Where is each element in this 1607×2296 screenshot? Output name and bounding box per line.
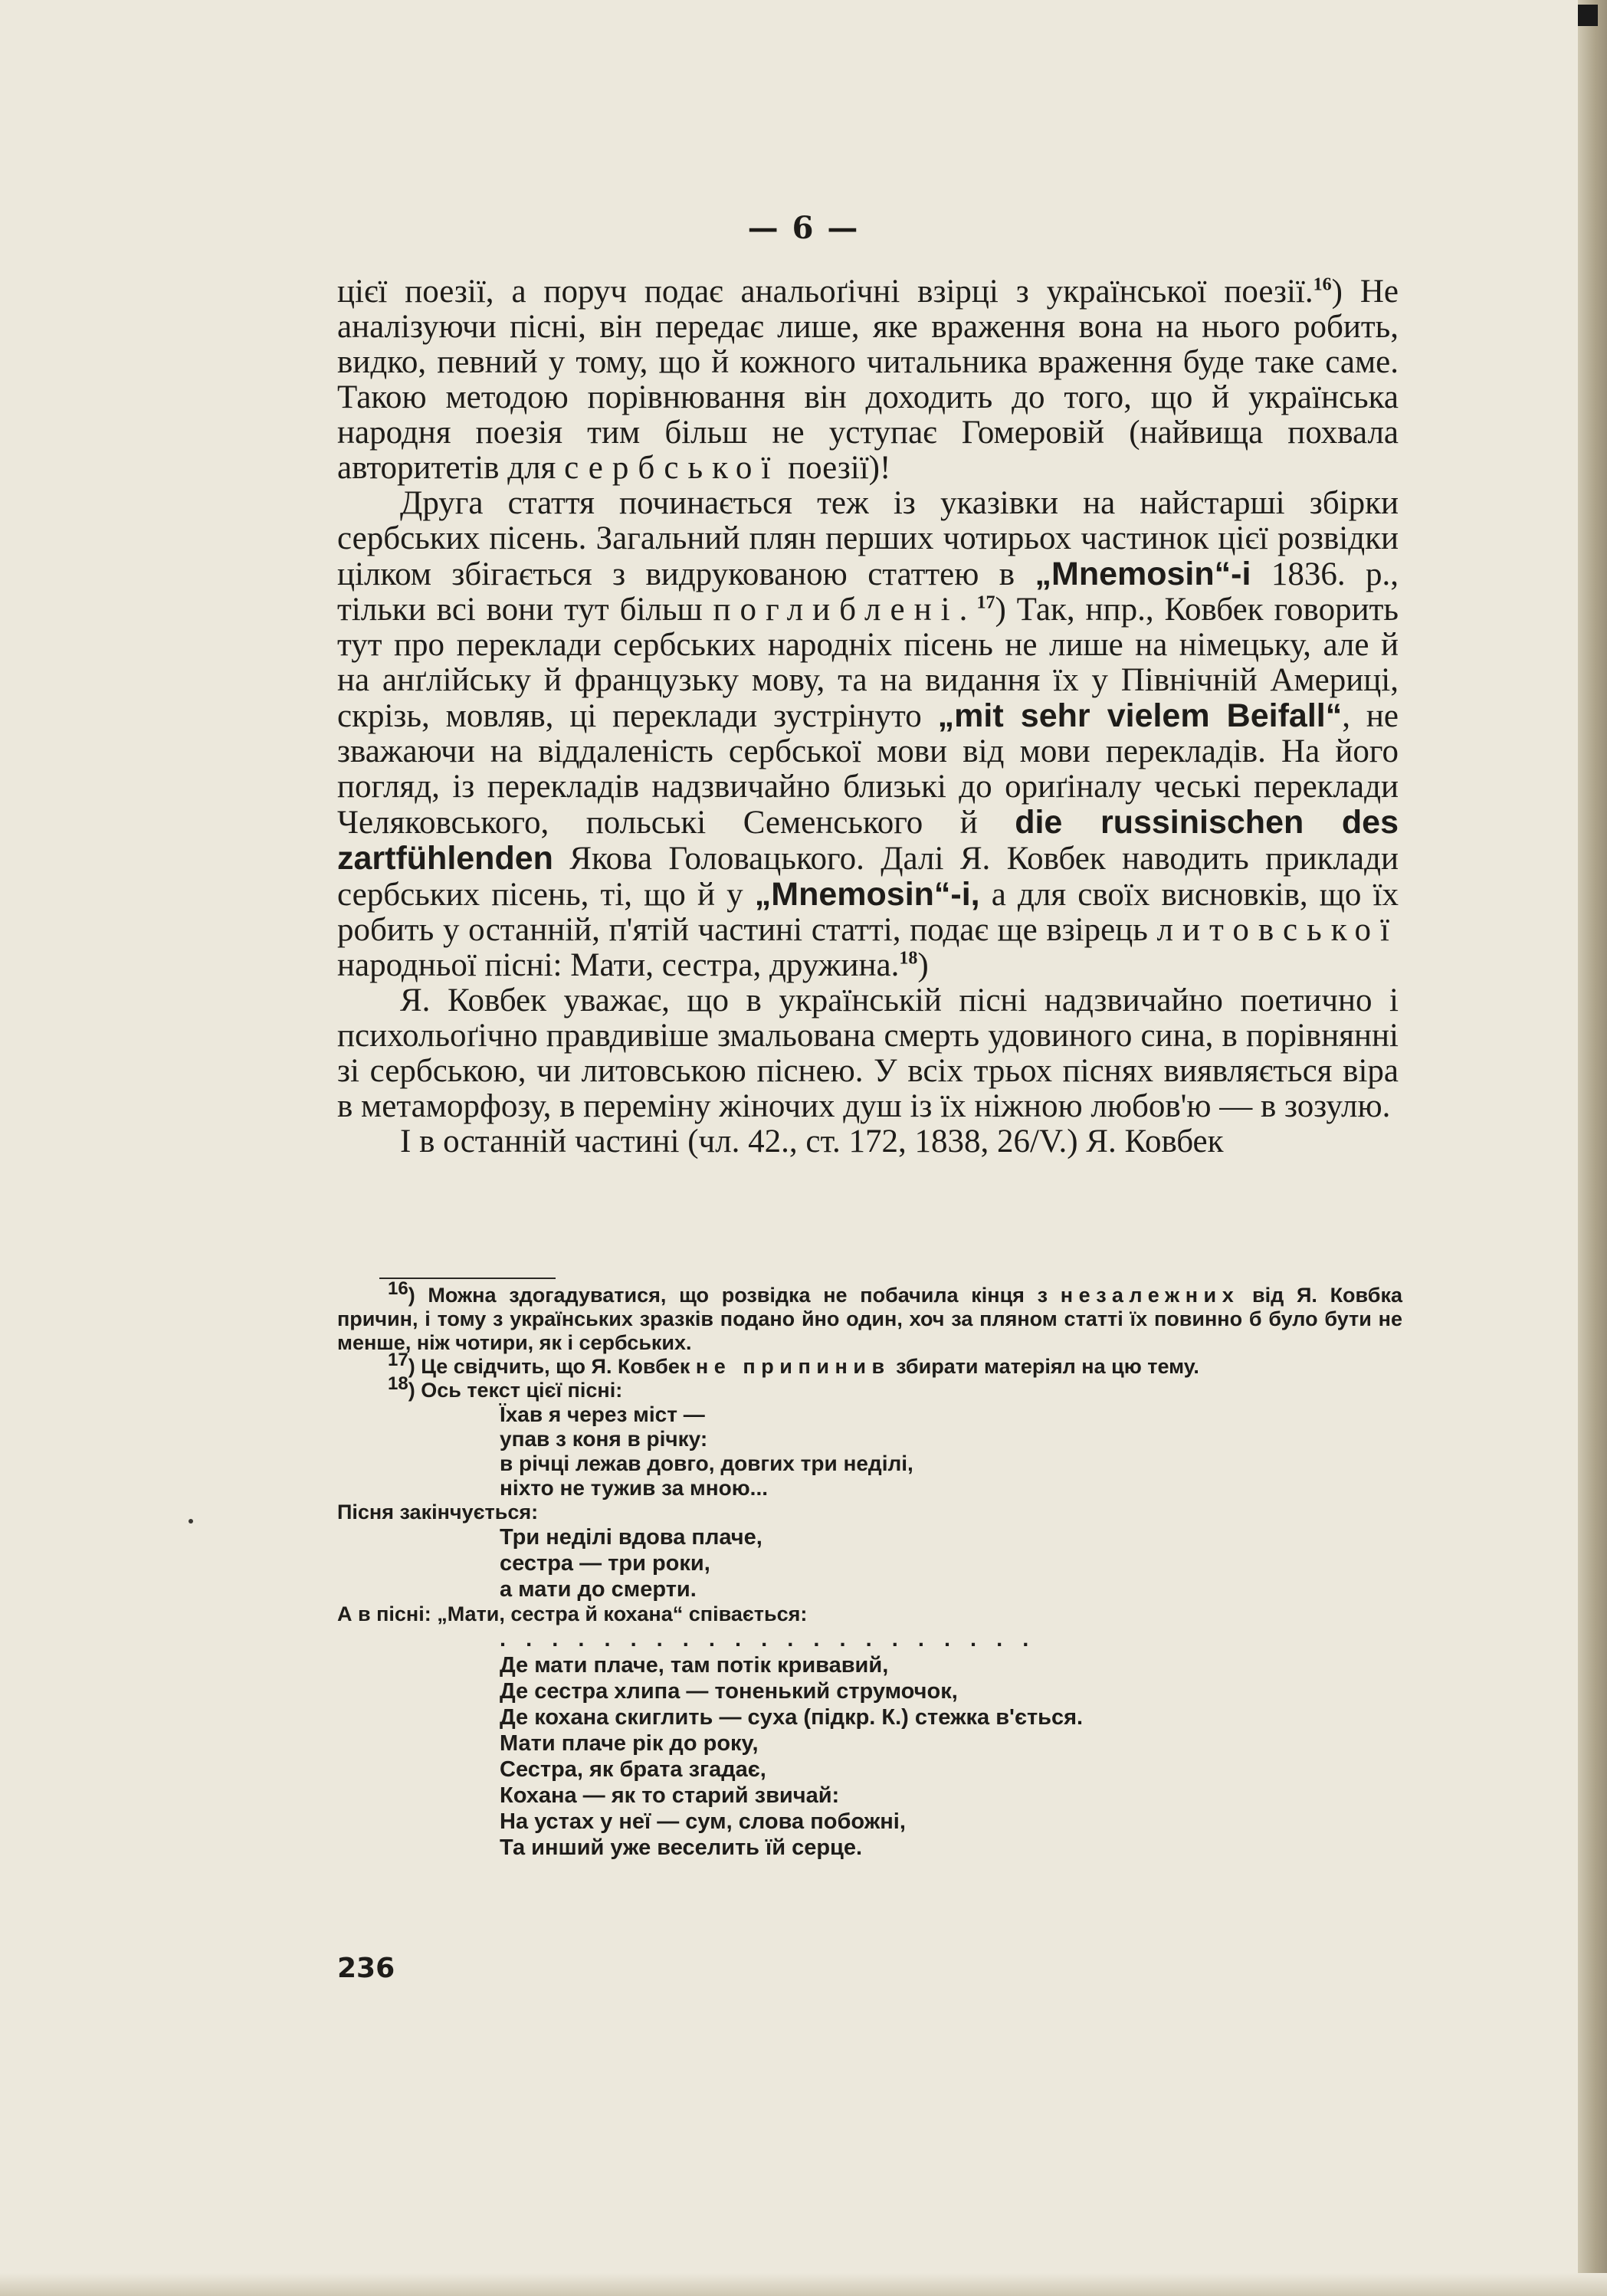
page-marker: — 6 — xyxy=(747,210,860,246)
verse-line: в річці лежав довго, довгих три неділі, xyxy=(500,1451,913,1475)
verse-line: Три неділі вдова плаче, xyxy=(500,1525,763,1550)
page-edge-shadow xyxy=(1578,0,1607,2296)
verse-line: Де мати плаче, там потік кривавий, xyxy=(500,1653,889,1678)
spaced-emphasis: литовської xyxy=(1156,912,1399,948)
footnote-ref-17: 17 xyxy=(976,592,995,613)
margin-speck xyxy=(189,1519,193,1524)
german-quote: die russinischen des zartfühlenden xyxy=(337,804,1399,877)
paragraph-1: цієї поезії, а поруч подає анальоґічні взірці з української поезії.$^{16}$) Не аналізуючи пісні, він передає лише, яке враження вона на нього робить, видко, певний у тому, що й кожного читальника враження буде таке саме. Такою методою порівнювання він доходить до того, що й українська народня поезія тим більш не уступає Гомеровій (найвища похвала авторитетів для сербської поезії)! xyxy=(337,274,1399,486)
verse-intro-ending: Пісня закінчується: xyxy=(337,1501,539,1524)
footnote-ref-16: 16 xyxy=(1313,274,1332,295)
verse-line: Та инший уже веселить їй серце. xyxy=(500,1835,863,1860)
verse-block-2 xyxy=(500,1524,1402,1602)
german-quote: „mit sehr vielem Beifall“ xyxy=(937,697,1343,734)
verse-line: Де сестра хлипа — тоненький струмочок, xyxy=(500,1679,958,1704)
verse-line: Кохана — як то старий звичай: xyxy=(500,1783,840,1808)
footnote-16: $^{16}$) Можна здогадуватися, що розвідка не побачила кінця з незалежних від Я. Ковбка причин, і тому з українських зразків подано йно один, хоч за пляном статті їх повинно б було бути не менше, ніж чотири, як і сербських. xyxy=(337,1278,1402,1354)
paragraph-4: І в останній частині (чл. 42., ст. 172, 1838, 26/V.) Я. Ковбек xyxy=(400,1123,1224,1159)
verse-line: Їхав я через міст — xyxy=(500,1402,705,1426)
footnotes xyxy=(337,1278,1402,1861)
verse-intro-song: А в пісні: „Мати, сестра й кохана“ співається: xyxy=(337,1602,808,1625)
verse-line: Мати плаче рік до року, xyxy=(500,1731,759,1756)
verse-line: а мати до смерти. xyxy=(500,1577,697,1602)
verse-block-1 xyxy=(500,1402,1402,1501)
ellipsis-row: . . . . . . . . . . . . . . . . . . . . . xyxy=(500,1627,1036,1651)
spaced-emphasis: незалежних xyxy=(1060,1284,1240,1307)
verse-line: упав з коня в річку: xyxy=(500,1427,708,1451)
verse-line: Сестра, як брата згадає, xyxy=(500,1757,766,1782)
verse-line: сестра — три роки, xyxy=(500,1551,710,1576)
paragraph-2: Друга стаття починається теж із указівки на найстарші збірки сербських пісень. Загальний плян перших чотирьох частинок цієї розвідки цілком збігається з видрукованою статтею в „Mnemosin“-i 1836. р., тільки всі вони тут більш поглиблені.$^{17}$) Так, нпр., Ковбек говорить тут про переклади сербських народніх пісень не лише на німецьку, але й на анґлійську й французьку мову, та на видання їх у Північній Америці, скрізь, мовляв, ці переклади зустрінуто „mit sehr vielem Beifall“, не зважаючи на віддаленість сербської мови від мови перекладів. На його погляд, із перекладів надзвичайно близькі до ориґіналу чеські переклади Челяковського, польські Семенського й die russinischen des zartfühlenden Якова Головацького. Далі Я. Ковбек наводить приклади сербських пісень, ті, що й у „Mnemosin“-i, а для своїх висновків, що їх робить у останній, п'ятій частині статті, подає ще взірець литовської народньої пісні: Мати, сестра, дружина.$^{18}$) xyxy=(337,485,1399,983)
book-page-number: 236 xyxy=(337,1953,395,1984)
verse-line: ніхто не тужив за мною... xyxy=(500,1476,769,1500)
footnote-17: $^{17}$) Це свідчить, що Я. Ковбек не припинив збирати матеріял на цю тему. xyxy=(388,1350,1199,1378)
spaced-emphasis: поглиблені. xyxy=(713,592,977,628)
verse-block-3 xyxy=(500,1626,1402,1861)
german-quote: „Mnemosin“-i, xyxy=(754,876,980,913)
verse-line: На устах у неї — сум, слова побожні, xyxy=(500,1809,906,1834)
scan-corner-mark xyxy=(1578,5,1598,26)
spaced-emphasis: не припинив xyxy=(695,1355,890,1378)
german-quote: „Mnemosin“-i xyxy=(1035,556,1251,592)
paragraph-3: Я. Ковбек уважає, що в українській пісні надзвичайно поетично і психольоґічно правдивіше змальована смерть удовиного сина, в порівнянні зі сербською, чи литовською піснею. У всіх трьох піснях виявляється віра в метаморфозу, в переміну жіночих душ із їх ніжною любов'ю — в зозулю. xyxy=(337,982,1399,1124)
main-text xyxy=(337,274,1399,1159)
verse-line: Де кохана скиглить — суха (підкр. К.) стежка в'ється. xyxy=(500,1705,1084,1730)
spaced-emphasis: сербської xyxy=(564,450,780,486)
footnote-ref-18: 18 xyxy=(899,948,918,969)
footnote-18: $^{18}$) Ось текст цієї пісні: xyxy=(388,1373,623,1402)
page-bottom-edge xyxy=(0,2273,1607,2296)
